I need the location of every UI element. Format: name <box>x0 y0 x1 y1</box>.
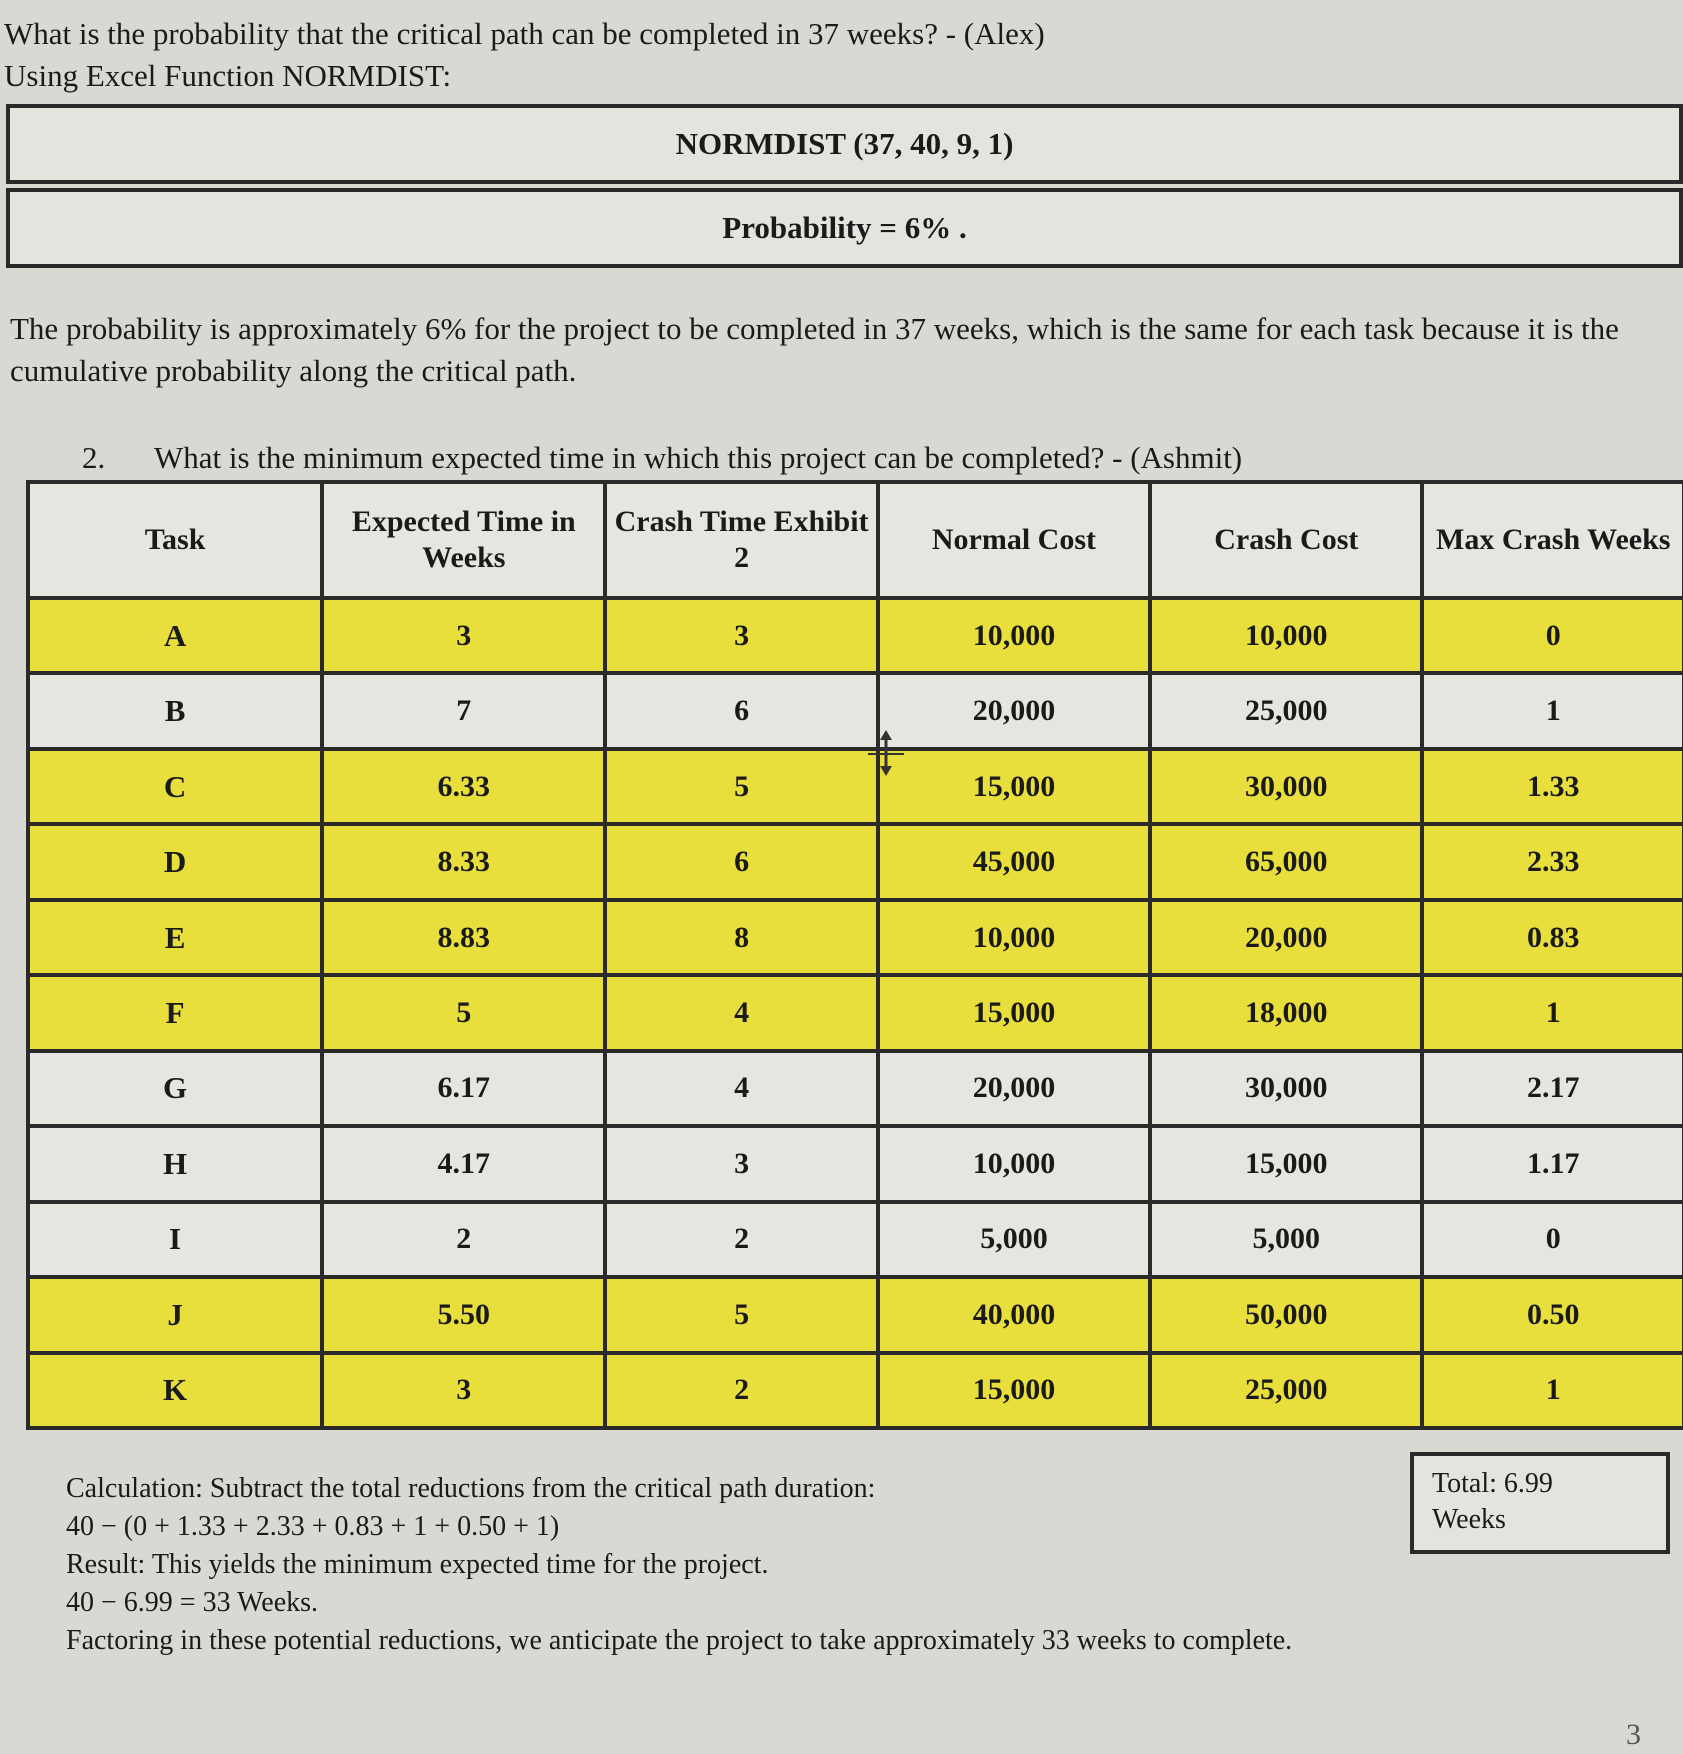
crash-cost-cell[interactable]: 30,000 <box>1150 1051 1422 1126</box>
calculation-line-2: 40 − (0 + 1.33 + 2.33 + 0.83 + 1 + 0.50 + 1) <box>66 1511 560 1542</box>
page-number: 3 <box>1626 1718 1641 1751</box>
normal-cost-cell[interactable]: 45,000 <box>878 824 1150 899</box>
table-row <box>28 975 1683 1050</box>
crash-cost-cell[interactable]: 50,000 <box>1150 1277 1422 1352</box>
table-row <box>28 1353 1683 1428</box>
crash-time-cell[interactable]: 2 <box>605 1202 877 1277</box>
crash-table <box>26 480 1683 1430</box>
expected-time-cell[interactable]: 5.50 <box>322 1277 605 1352</box>
total-box-line-1: Total: 6.99 <box>1432 1468 1553 1499</box>
table-row <box>28 673 1683 748</box>
normal-cost-cell[interactable]: 20,000 <box>878 673 1150 748</box>
crash-time-cell[interactable]: 2 <box>605 1353 877 1428</box>
explanation-paragraph: The probability is approximately 6% for the project to be completed in 37 weeks, which is the same for each task because it is the cumulative probability along the critical path. <box>10 311 1619 388</box>
table-row <box>28 1202 1683 1277</box>
max-crash-cell[interactable]: 1.17 <box>1422 1126 1683 1201</box>
max-crash-cell[interactable]: 1.33 <box>1422 749 1683 824</box>
task-cell[interactable]: B <box>28 673 322 748</box>
formula-text: NORMDIST (37, 40, 9, 1) <box>675 126 1014 161</box>
task-cell[interactable]: I <box>28 1202 322 1277</box>
normal-cost-cell[interactable]: 10,000 <box>878 900 1150 975</box>
task-cell[interactable]: G <box>28 1051 322 1126</box>
crash-time-cell[interactable]: 8 <box>605 900 877 975</box>
header-crash-time[interactable]: Crash Time Exhibit 2 <box>605 482 877 598</box>
crash-cost-cell[interactable]: 5,000 <box>1150 1202 1422 1277</box>
task-cell[interactable]: H <box>28 1126 322 1201</box>
task-cell[interactable]: E <box>28 900 322 975</box>
question-1-subtitle: Using Excel Function NORMDIST: <box>4 58 452 93</box>
normal-cost-cell[interactable]: 15,000 <box>878 975 1150 1050</box>
table-row <box>28 598 1683 673</box>
header-expected-time[interactable]: Expected Time in Weeks <box>322 482 605 598</box>
crash-cost-cell[interactable]: 10,000 <box>1150 598 1422 673</box>
crash-time-cell[interactable]: 5 <box>605 749 877 824</box>
calculation-line-5: Factoring in these potential reductions, we anticipate the project to take approximately 33 weeks to complete. <box>66 1625 1293 1656</box>
crash-time-cell[interactable]: 4 <box>605 1051 877 1126</box>
formula-cell[interactable] <box>6 104 1683 184</box>
normal-cost-cell[interactable]: 20,000 <box>878 1051 1150 1126</box>
max-crash-cell[interactable]: 0.83 <box>1422 900 1683 975</box>
normal-cost-cell[interactable]: 5,000 <box>878 1202 1150 1277</box>
expected-time-cell[interactable]: 6.33 <box>322 749 605 824</box>
crash-cost-cell[interactable]: 20,000 <box>1150 900 1422 975</box>
total-box-line-2: Weeks <box>1432 1504 1506 1535</box>
task-cell[interactable]: F <box>28 975 322 1050</box>
max-crash-cell[interactable]: 1 <box>1422 1353 1683 1428</box>
task-cell[interactable]: A <box>28 598 322 673</box>
question-1-title: What is the probability that the critical path can be completed in 37 weeks? - (Alex) <box>4 16 1045 51</box>
crash-time-cell[interactable]: 6 <box>605 824 877 899</box>
crash-time-cell[interactable]: 4 <box>605 975 877 1050</box>
calculation-block <box>66 1470 1366 1660</box>
task-cell[interactable]: J <box>28 1277 322 1352</box>
max-crash-cell[interactable]: 0 <box>1422 598 1683 673</box>
expected-time-cell[interactable]: 3 <box>322 598 605 673</box>
table-row <box>28 749 1683 824</box>
header-normal-cost[interactable]: Normal Cost <box>878 482 1150 598</box>
table-row <box>28 824 1683 899</box>
normal-cost-cell[interactable]: 15,000 <box>878 749 1150 824</box>
crash-cost-cell[interactable]: 25,000 <box>1150 673 1422 748</box>
normal-cost-cell[interactable]: 10,000 <box>878 598 1150 673</box>
crash-cost-cell[interactable]: 15,000 <box>1150 1126 1422 1201</box>
max-crash-cell[interactable]: 0.50 <box>1422 1277 1683 1352</box>
expected-time-cell[interactable]: 7 <box>322 673 605 748</box>
crash-time-cell[interactable]: 6 <box>605 673 877 748</box>
expected-time-cell[interactable]: 5 <box>322 975 605 1050</box>
crash-cost-cell[interactable]: 18,000 <box>1150 975 1422 1050</box>
crash-cost-cell[interactable]: 30,000 <box>1150 749 1422 824</box>
header-max-crash-weeks[interactable]: Max Crash Weeks <box>1422 482 1683 598</box>
max-crash-cell[interactable]: 2.33 <box>1422 824 1683 899</box>
probability-text: Probability = 6% . <box>722 210 967 245</box>
expected-time-cell[interactable]: 8.33 <box>322 824 605 899</box>
resize-cursor-icon <box>866 728 906 778</box>
max-crash-cell[interactable]: 1 <box>1422 975 1683 1050</box>
question-2-number: 2. <box>82 440 106 475</box>
crash-cost-cell[interactable]: 25,000 <box>1150 1353 1422 1428</box>
expected-time-cell[interactable]: 6.17 <box>322 1051 605 1126</box>
question-2-text: What is the minimum expected time in which this project can be completed? - (Ashmit) <box>154 440 1243 475</box>
max-crash-cell[interactable]: 1 <box>1422 673 1683 748</box>
task-cell[interactable]: K <box>28 1353 322 1428</box>
table-row <box>28 900 1683 975</box>
expected-time-cell[interactable]: 8.83 <box>322 900 605 975</box>
crash-time-cell[interactable]: 5 <box>605 1277 877 1352</box>
probability-cell[interactable] <box>6 188 1683 268</box>
table-header-row <box>28 482 1683 598</box>
expected-time-cell[interactable]: 2 <box>322 1202 605 1277</box>
crash-time-cell[interactable]: 3 <box>605 598 877 673</box>
normal-cost-cell[interactable]: 10,000 <box>878 1126 1150 1201</box>
header-crash-cost[interactable]: Crash Cost <box>1150 482 1422 598</box>
calculation-line-3: Result: This yields the minimum expected time for the project. <box>66 1549 769 1580</box>
normal-cost-cell[interactable]: 15,000 <box>878 1353 1150 1428</box>
calculation-line-4: 40 − 6.99 = 33 Weeks. <box>66 1587 319 1618</box>
crash-cost-cell[interactable]: 65,000 <box>1150 824 1422 899</box>
max-crash-cell[interactable]: 0 <box>1422 1202 1683 1277</box>
task-cell[interactable]: D <box>28 824 322 899</box>
crash-time-cell[interactable]: 3 <box>605 1126 877 1201</box>
header-task[interactable]: Task <box>28 482 322 598</box>
expected-time-cell[interactable]: 3 <box>322 1353 605 1428</box>
max-crash-cell[interactable]: 2.17 <box>1422 1051 1683 1126</box>
table-row <box>28 1051 1683 1126</box>
task-cell[interactable]: C <box>28 749 322 824</box>
expected-time-cell[interactable]: 4.17 <box>322 1126 605 1201</box>
table-row <box>28 1126 1683 1201</box>
table-row <box>28 1277 1683 1352</box>
normal-cost-cell[interactable]: 40,000 <box>878 1277 1150 1352</box>
question-2 <box>82 438 1242 478</box>
total-box[interactable] <box>1410 1452 1670 1554</box>
calculation-line-1: Calculation: Subtract the total reductions from the critical path duration: <box>66 1473 876 1504</box>
